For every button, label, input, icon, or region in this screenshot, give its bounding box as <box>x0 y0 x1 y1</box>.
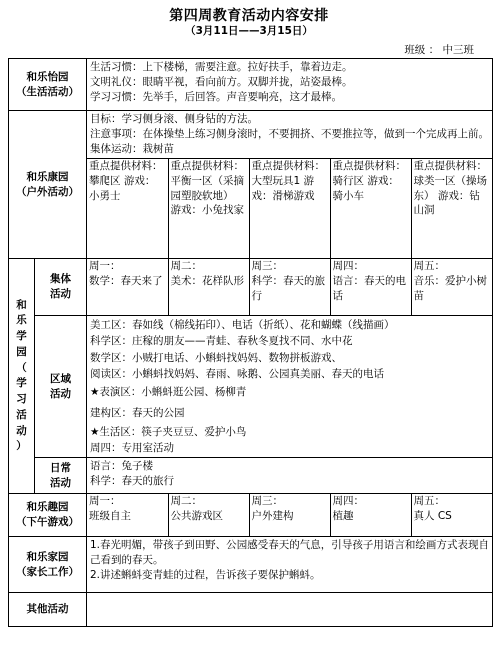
date-range: （3月11日——3月15日） <box>185 25 313 37</box>
group-activity-content <box>87 259 493 316</box>
learning-area-row <box>9 316 493 458</box>
life-habit: 生活习惯：上下楼梯，需要注意。拉好扶手，靠着边走。 <box>90 61 353 73</box>
area-line: 周四：专用室活动 <box>90 442 174 455</box>
home-content <box>87 537 493 593</box>
area-line: 科学区：庄稼的朋友——青蛙、春秋冬夏找不同、水中花 <box>90 335 353 348</box>
daily-activity-content <box>87 458 493 494</box>
outdoor-content <box>87 111 493 259</box>
life-content <box>87 59 493 111</box>
learning-group-row <box>9 259 493 316</box>
group-activity-label: 集体 活动 <box>35 259 87 316</box>
area-activity-content <box>87 316 493 458</box>
group-day: 周五： 音乐：爱护小树苗 <box>413 260 487 303</box>
group-activity-days <box>87 259 492 315</box>
class-label: 班级 ： 中三班 <box>404 44 474 56</box>
life-manners: 文明礼仪：眼睛平视，看向前方。双脚并拢，站姿最棒。 <box>90 75 353 88</box>
life-row <box>9 59 493 111</box>
life-section-label: 和乐怡园 （生活活动） <box>9 59 87 111</box>
outdoor-section-label: 和乐康园 （户外活动） <box>9 111 87 259</box>
fun-section-label: 和乐趣园 （下午游戏） <box>9 494 87 537</box>
page-title: 第四周教育活动内容安排 <box>169 8 329 24</box>
fun-day: 周四： 植趣 <box>330 494 411 536</box>
area-line: 美工区：春如线（棉线拓印）、电话（折纸）、花和蝴蝶（线描画） <box>90 319 395 332</box>
area-line: 阅读区：小蝌蚪找妈妈、春雨、咏鹅、公园真美丽、春天的电话 <box>90 368 384 381</box>
group-day: 周三： 科学：春天的旅行 <box>249 259 330 315</box>
daily-activity-label: 日常 活动 <box>35 458 87 494</box>
group-day: 周一： 数学：春天来了 <box>87 259 168 315</box>
outdoor-area: 重点提供材料：平衡一区（采摘园塑胶软地） 游戏：小兔找家 <box>168 158 249 258</box>
outdoor-goal: 目标：学习侧身滚、侧身钻的方法。 <box>90 113 258 125</box>
daily-line: 语言：兔子楼 <box>90 460 153 473</box>
other-row <box>9 593 493 627</box>
fun-day: 周二： 公共游戏区 <box>168 494 249 536</box>
fun-day: 周三： 户外建构 <box>249 494 330 536</box>
life-study-habit: 学习习惯：先举手，后回答。声音要响亮，这才最棒。 <box>90 90 342 103</box>
area-line: 数学区：小贼打电话、小蝌蚪找妈妈、数物拼板游戏、 <box>90 351 342 364</box>
outdoor-group: 集体运动：栽树苗 <box>90 142 174 155</box>
learning-daily-row <box>9 458 493 494</box>
home-line: 1.春光明媚，带孩子到田野、公园感受春天的气息，引导孩子用语言和绘画方式表现自己看到的春天。 <box>90 539 489 567</box>
group-day: 周二： 美术：花样队形 <box>168 259 249 315</box>
area-line: ★生活区：筷子夹豆豆、爱护小鸟 <box>90 425 247 438</box>
outdoor-area: 重点提供材料：大型玩具1 游戏：滑梯游戏 <box>249 158 330 258</box>
home-section-label: 和乐家园 （家长工作） <box>9 537 87 593</box>
learning-section-label: 和 乐 学 园 （ 学 习 活 动 ） <box>9 259 35 494</box>
fun-content <box>87 494 493 537</box>
fun-days <box>87 494 492 536</box>
area-activity-label: 区域 活动 <box>35 316 87 458</box>
area-line: ★表演区：小蝌蚪逛公园、杨柳青 <box>90 386 247 399</box>
outdoor-note: 注意事项：在体操垫上练习侧身滚时，不要拥挤、不要推拉等，做到一个完成再上前。 <box>90 127 489 140</box>
outdoor-area: 重点提供材料：攀爬区 游戏：小勇士 <box>87 158 168 258</box>
home-row <box>9 537 493 593</box>
daily-line: 科学：春天的旅行 <box>90 475 174 488</box>
fun-day: 周五： 真人 CS <box>413 495 452 523</box>
area-line: 建构区：春天的公园 <box>90 406 185 419</box>
fun-day: 周一： 班级自主 <box>87 494 168 536</box>
outdoor-area: 重点提供材料：球类一区（操场东） 游戏：钻山洞 <box>413 159 487 217</box>
group-day: 周四： 语言：春天的电话 <box>330 259 411 315</box>
outdoor-row <box>9 111 493 259</box>
home-line: 2.讲述蝌蚪变青蛙的过程，告诉孩子要保护蝌蚪。 <box>90 569 321 582</box>
fun-row <box>9 494 493 537</box>
schedule-table <box>8 58 493 627</box>
outdoor-areas <box>87 158 492 259</box>
other-section-label: 其他活动 <box>9 593 87 627</box>
other-content <box>87 593 493 627</box>
outdoor-area: 重点提供材料：骑行区 游戏：骑小车 <box>330 158 411 258</box>
